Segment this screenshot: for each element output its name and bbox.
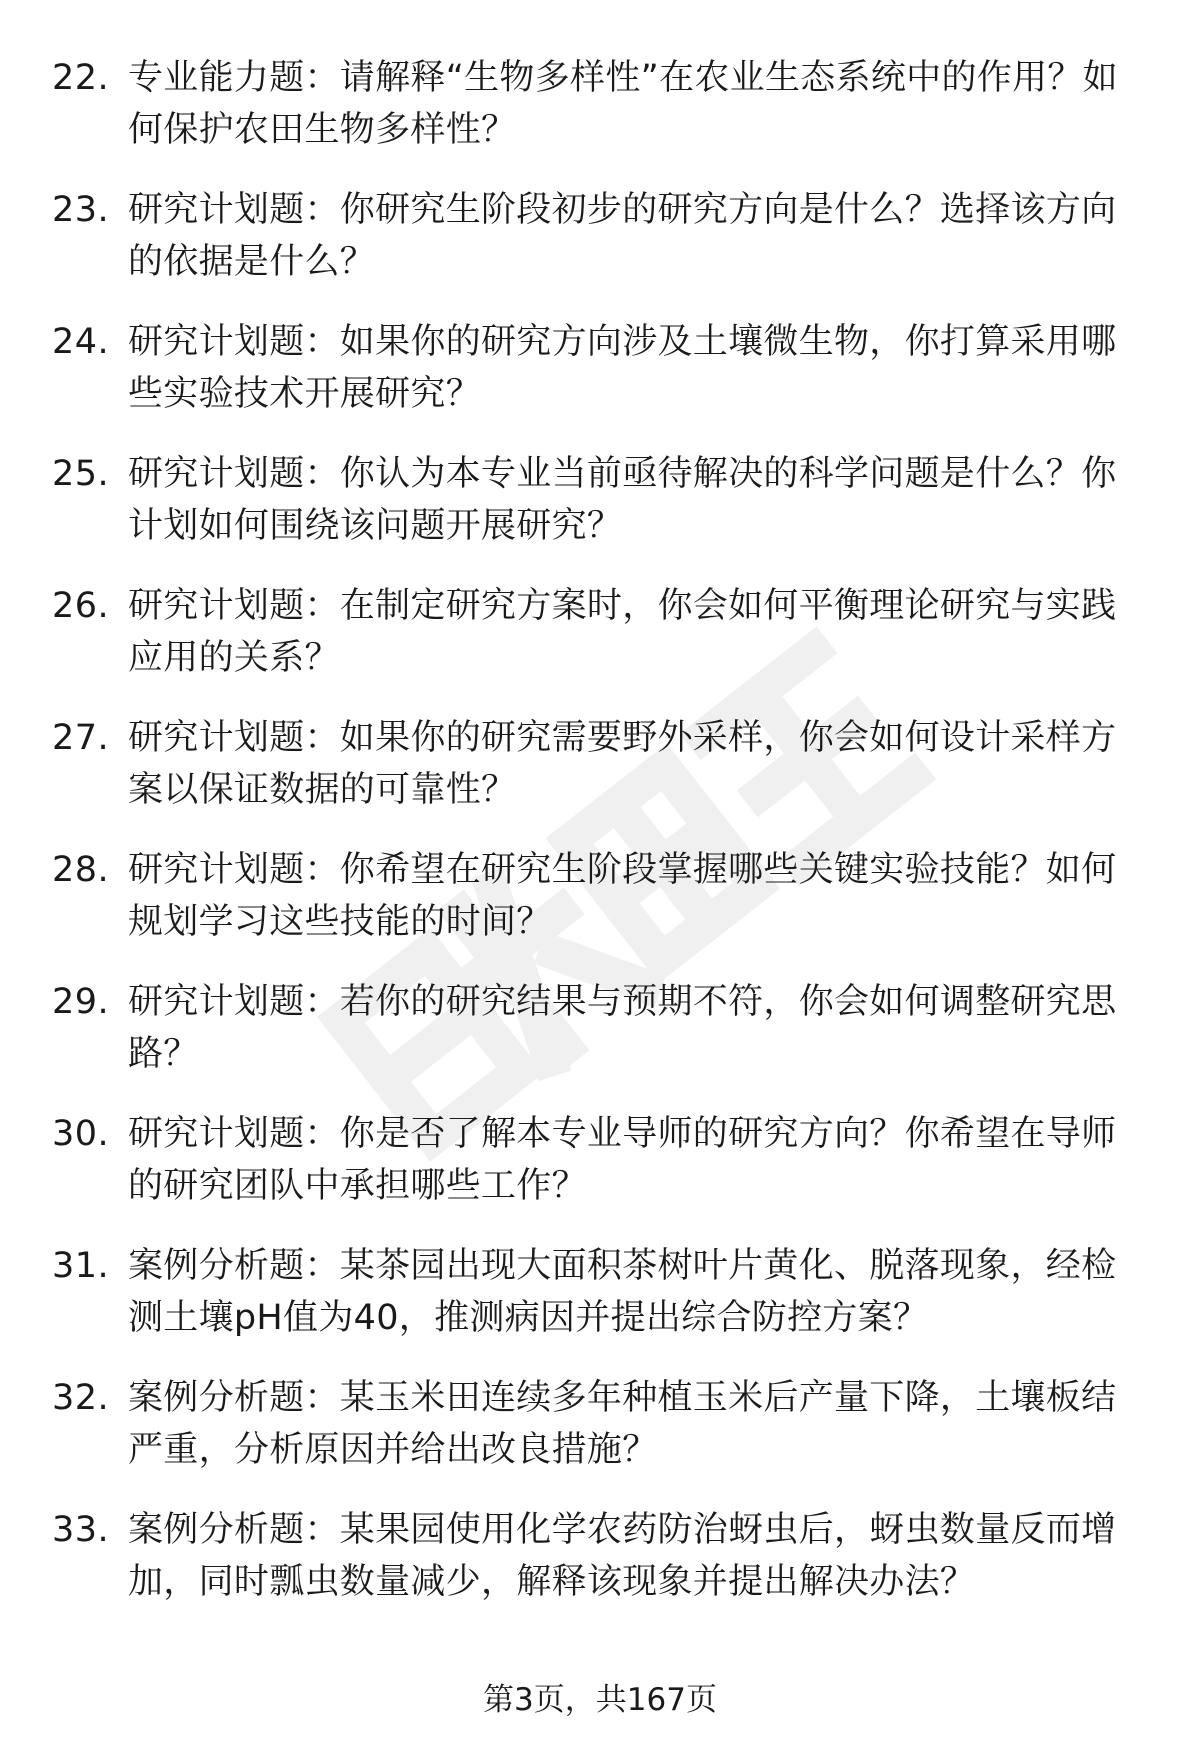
- question-text: 研究计划题：你认为本专业当前亟待解决的科学问题是什么？你计划如何围绕该问题开展研究？: [128, 454, 1117, 546]
- question-item: [0, 316, 1200, 448]
- question-item: [0, 1504, 1200, 1636]
- question-text: 研究计划题：你研究生阶段初步的研究方向是什么？选择该方向的依据是什么？: [128, 190, 1117, 282]
- question-number: 30.: [52, 1114, 110, 1154]
- question-text: 案例分析题：某果园使用化学农药防治蚜虫后，蚜虫数量反而增加，同时瓢虫数量减少，解释该现象并提出解决办法？: [128, 1510, 1117, 1602]
- question-number: 24.: [52, 322, 110, 362]
- question-item: [0, 844, 1200, 976]
- question-text: 研究计划题：你是否了解本专业导师的研究方向？你希望在导师的研究团队中承担哪些工作？: [128, 1114, 1117, 1206]
- question-number: 22.: [52, 58, 110, 98]
- question-number: 27.: [52, 718, 110, 758]
- question-number: 31.: [52, 1246, 110, 1286]
- question-number: 33.: [52, 1510, 110, 1550]
- question-number: 32.: [52, 1378, 110, 1418]
- question-item: [0, 580, 1200, 712]
- question-number: 29.: [52, 982, 110, 1022]
- question-item: [0, 1108, 1200, 1240]
- question-text: 案例分析题：某玉米田连续多年种植玉米后产量下降，土壤板结严重，分析原因并给出改良措施？: [128, 1378, 1117, 1470]
- question-list: [0, 52, 1200, 1636]
- question-text: 研究计划题：如果你的研究需要野外采样，你会如何设计采样方案以保证数据的可靠性？: [128, 718, 1117, 810]
- question-item: [0, 1240, 1200, 1372]
- question-text: 研究计划题：如果你的研究方向涉及土壤微生物，你打算采用哪些实验技术开展研究？: [128, 322, 1117, 414]
- question-number: 28.: [52, 850, 110, 890]
- question-text: 研究计划题：若你的研究结果与预期不符，你会如何调整研究思路？: [128, 982, 1117, 1074]
- question-text: 研究计划题：在制定研究方案时，你会如何平衡理论研究与实践应用的关系？: [128, 586, 1117, 678]
- question-text: 专业能力题：请解释“生物多样性”在农业生态系统中的作用？如何保护农田生物多样性？: [128, 58, 1118, 150]
- question-text: 研究计划题：你希望在研究生阶段掌握哪些关键实验技能？如何规划学习这些技能的时间？: [128, 850, 1117, 942]
- question-item: [0, 976, 1200, 1108]
- question-number: 23.: [52, 190, 110, 230]
- question-item: [0, 52, 1200, 184]
- page-footer: 第3页，共167页: [483, 1682, 717, 1718]
- question-item: [0, 184, 1200, 316]
- question-number: 26.: [52, 586, 110, 626]
- question-number: 25.: [52, 454, 110, 494]
- question-item: [0, 448, 1200, 580]
- question-item: [0, 712, 1200, 844]
- question-text: 案例分析题：某茶园出现大面积茶树叶片黄化、脱落现象，经检测土壤pH值为40，推测病因并提出综合防控方案？: [128, 1246, 1117, 1338]
- question-item: [0, 1372, 1200, 1504]
